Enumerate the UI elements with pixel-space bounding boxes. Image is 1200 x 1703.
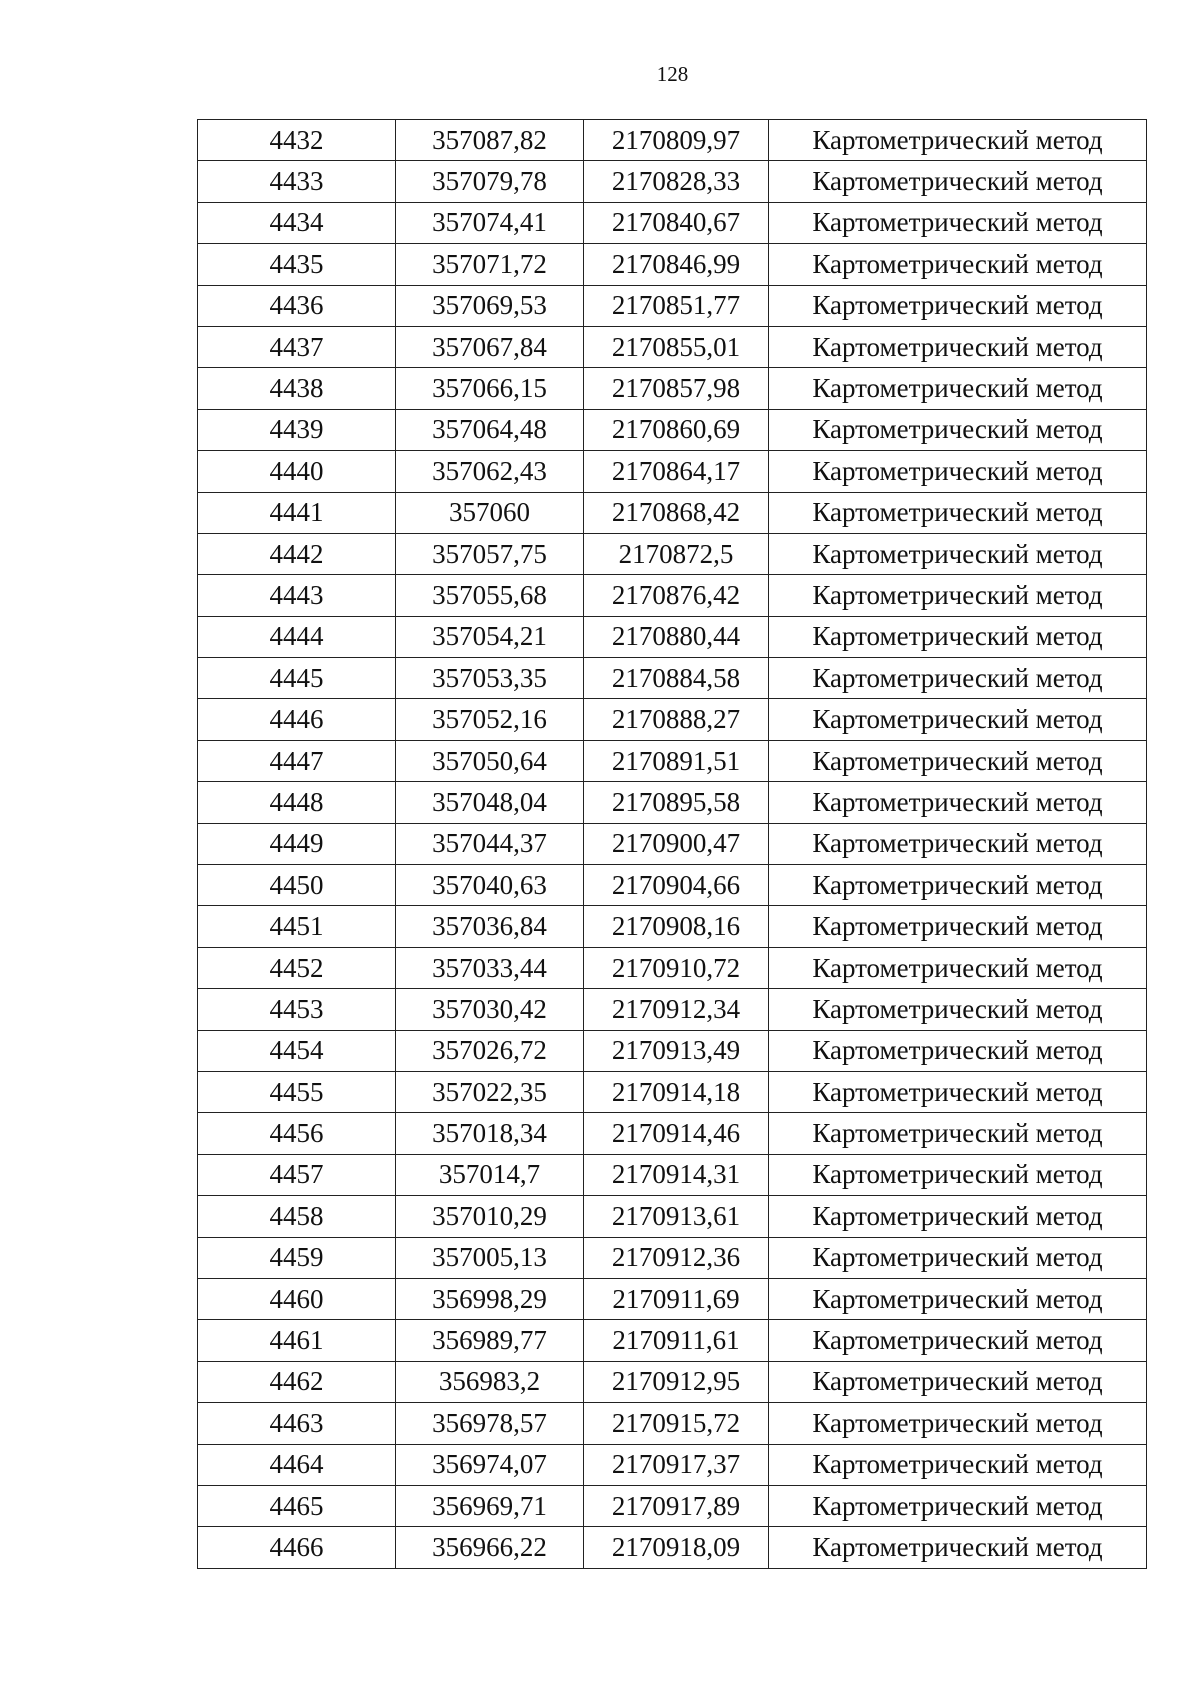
method-cell: Картометрический метод — [769, 1154, 1147, 1195]
point-number-cell: 4459 — [198, 1237, 396, 1278]
x-coordinate-cell: 356974,07 — [396, 1444, 584, 1485]
table-row — [198, 989, 1147, 1030]
method-cell: Картометрический метод — [769, 1527, 1147, 1568]
x-coordinate-cell: 357026,72 — [396, 1030, 584, 1071]
y-coordinate-cell: 2170913,49 — [584, 1030, 769, 1071]
x-coordinate-cell: 357079,78 — [396, 161, 584, 202]
x-coordinate-cell: 357069,53 — [396, 285, 584, 326]
table-row — [198, 1071, 1147, 1112]
y-coordinate-cell: 2170918,09 — [584, 1527, 769, 1568]
y-coordinate-cell: 2170880,44 — [584, 616, 769, 657]
method-cell: Картометрический метод — [769, 1278, 1147, 1319]
y-coordinate-cell: 2170908,16 — [584, 906, 769, 947]
table-row — [198, 161, 1147, 202]
table-row — [198, 865, 1147, 906]
x-coordinate-cell: 357040,63 — [396, 865, 584, 906]
x-coordinate-cell: 357067,84 — [396, 326, 584, 367]
table-row — [198, 575, 1147, 616]
point-number-cell: 4434 — [198, 202, 396, 243]
point-number-cell: 4441 — [198, 492, 396, 533]
coordinates-table — [197, 119, 1147, 1569]
table-row — [198, 409, 1147, 450]
y-coordinate-cell: 2170912,34 — [584, 989, 769, 1030]
method-cell: Картометрический метод — [769, 451, 1147, 492]
point-number-cell: 4439 — [198, 409, 396, 450]
point-number-cell: 4452 — [198, 947, 396, 988]
table-row — [198, 823, 1147, 864]
method-cell: Картометрический метод — [769, 533, 1147, 574]
table-row — [198, 492, 1147, 533]
table-row — [198, 616, 1147, 657]
x-coordinate-cell: 357033,44 — [396, 947, 584, 988]
x-coordinate-cell: 356978,57 — [396, 1403, 584, 1444]
method-cell: Картометрический метод — [769, 409, 1147, 450]
x-coordinate-cell: 357014,7 — [396, 1154, 584, 1195]
y-coordinate-cell: 2170915,72 — [584, 1403, 769, 1444]
x-coordinate-cell: 356989,77 — [396, 1320, 584, 1361]
method-cell: Картометрический метод — [769, 368, 1147, 409]
method-cell: Картометрический метод — [769, 492, 1147, 533]
point-number-cell: 4440 — [198, 451, 396, 492]
method-cell: Картометрический метод — [769, 865, 1147, 906]
x-coordinate-cell: 357048,04 — [396, 782, 584, 823]
y-coordinate-cell: 2170900,47 — [584, 823, 769, 864]
point-number-cell: 4456 — [198, 1113, 396, 1154]
point-number-cell: 4453 — [198, 989, 396, 1030]
x-coordinate-cell: 357018,34 — [396, 1113, 584, 1154]
method-cell: Картометрический метод — [769, 1237, 1147, 1278]
table-row — [198, 1196, 1147, 1237]
x-coordinate-cell: 356983,2 — [396, 1361, 584, 1402]
point-number-cell: 4457 — [198, 1154, 396, 1195]
x-coordinate-cell: 357064,48 — [396, 409, 584, 450]
point-number-cell: 4435 — [198, 244, 396, 285]
point-number-cell: 4455 — [198, 1071, 396, 1112]
table-row — [198, 1320, 1147, 1361]
x-coordinate-cell: 357074,41 — [396, 202, 584, 243]
method-cell: Картометрический метод — [769, 326, 1147, 367]
method-cell: Картометрический метод — [769, 1071, 1147, 1112]
x-coordinate-cell: 356998,29 — [396, 1278, 584, 1319]
method-cell: Картометрический метод — [769, 575, 1147, 616]
y-coordinate-cell: 2170851,77 — [584, 285, 769, 326]
table-row — [198, 1154, 1147, 1195]
table-row — [198, 1527, 1147, 1568]
point-number-cell: 4465 — [198, 1485, 396, 1526]
method-cell: Картометрический метод — [769, 1444, 1147, 1485]
method-cell: Картометрический метод — [769, 285, 1147, 326]
y-coordinate-cell: 2170888,27 — [584, 699, 769, 740]
y-coordinate-cell: 2170895,58 — [584, 782, 769, 823]
table-row — [198, 947, 1147, 988]
x-coordinate-cell: 357054,21 — [396, 616, 584, 657]
point-number-cell: 4458 — [198, 1196, 396, 1237]
point-number-cell: 4462 — [198, 1361, 396, 1402]
method-cell: Картометрический метод — [769, 244, 1147, 285]
table-row — [198, 1113, 1147, 1154]
table-row — [198, 740, 1147, 781]
y-coordinate-cell: 2170904,66 — [584, 865, 769, 906]
x-coordinate-cell: 357060 — [396, 492, 584, 533]
table-row — [198, 699, 1147, 740]
table-row — [198, 1444, 1147, 1485]
point-number-cell: 4448 — [198, 782, 396, 823]
method-cell: Картометрический метод — [769, 823, 1147, 864]
point-number-cell: 4450 — [198, 865, 396, 906]
y-coordinate-cell: 2170864,17 — [584, 451, 769, 492]
point-number-cell: 4464 — [198, 1444, 396, 1485]
y-coordinate-cell: 2170917,37 — [584, 1444, 769, 1485]
method-cell: Картометрический метод — [769, 1485, 1147, 1526]
method-cell: Картометрический метод — [769, 1196, 1147, 1237]
point-number-cell: 4454 — [198, 1030, 396, 1071]
point-number-cell: 4466 — [198, 1527, 396, 1568]
table-row — [198, 1030, 1147, 1071]
table-row — [198, 1278, 1147, 1319]
method-cell: Картометрический метод — [769, 906, 1147, 947]
x-coordinate-cell: 357066,15 — [396, 368, 584, 409]
table-row — [198, 1361, 1147, 1402]
table-row — [198, 906, 1147, 947]
point-number-cell: 4442 — [198, 533, 396, 574]
table-row — [198, 451, 1147, 492]
y-coordinate-cell: 2170884,58 — [584, 658, 769, 699]
x-coordinate-cell: 357050,64 — [396, 740, 584, 781]
point-number-cell: 4449 — [198, 823, 396, 864]
table-row — [198, 782, 1147, 823]
x-coordinate-cell: 357071,72 — [396, 244, 584, 285]
x-coordinate-cell: 357053,35 — [396, 658, 584, 699]
x-coordinate-cell: 357022,35 — [396, 1071, 584, 1112]
y-coordinate-cell: 2170840,67 — [584, 202, 769, 243]
method-cell: Картометрический метод — [769, 1113, 1147, 1154]
method-cell: Картометрический метод — [769, 782, 1147, 823]
x-coordinate-cell: 357087,82 — [396, 120, 584, 161]
y-coordinate-cell: 2170911,69 — [584, 1278, 769, 1319]
table-row — [198, 1403, 1147, 1444]
y-coordinate-cell: 2170917,89 — [584, 1485, 769, 1526]
table-row — [198, 120, 1147, 161]
point-number-cell: 4437 — [198, 326, 396, 367]
x-coordinate-cell: 356966,22 — [396, 1527, 584, 1568]
method-cell: Картометрический метод — [769, 202, 1147, 243]
point-number-cell: 4436 — [198, 285, 396, 326]
point-number-cell: 4460 — [198, 1278, 396, 1319]
point-number-cell: 4438 — [198, 368, 396, 409]
y-coordinate-cell: 2170857,98 — [584, 368, 769, 409]
method-cell: Картометрический метод — [769, 658, 1147, 699]
method-cell: Картометрический метод — [769, 1403, 1147, 1444]
x-coordinate-cell: 357044,37 — [396, 823, 584, 864]
x-coordinate-cell: 357036,84 — [396, 906, 584, 947]
table-row — [198, 326, 1147, 367]
y-coordinate-cell: 2170876,42 — [584, 575, 769, 616]
table-row — [198, 658, 1147, 699]
y-coordinate-cell: 2170914,46 — [584, 1113, 769, 1154]
table-row — [198, 368, 1147, 409]
y-coordinate-cell: 2170912,36 — [584, 1237, 769, 1278]
point-number-cell: 4463 — [198, 1403, 396, 1444]
page-number: 128 — [656, 62, 689, 86]
method-cell: Картометрический метод — [769, 1030, 1147, 1071]
y-coordinate-cell: 2170910,72 — [584, 947, 769, 988]
x-coordinate-cell: 357057,75 — [396, 533, 584, 574]
table-row — [198, 244, 1147, 285]
method-cell: Картометрический метод — [769, 699, 1147, 740]
x-coordinate-cell: 357010,29 — [396, 1196, 584, 1237]
y-coordinate-cell: 2170846,99 — [584, 244, 769, 285]
y-coordinate-cell: 2170855,01 — [584, 326, 769, 367]
table-row — [198, 285, 1147, 326]
x-coordinate-cell: 357055,68 — [396, 575, 584, 616]
point-number-cell: 4443 — [198, 575, 396, 616]
y-coordinate-cell: 2170914,18 — [584, 1071, 769, 1112]
point-number-cell: 4461 — [198, 1320, 396, 1361]
y-coordinate-cell: 2170828,33 — [584, 161, 769, 202]
point-number-cell: 4432 — [198, 120, 396, 161]
table-row — [198, 533, 1147, 574]
x-coordinate-cell: 356969,71 — [396, 1485, 584, 1526]
method-cell: Картометрический метод — [769, 1320, 1147, 1361]
x-coordinate-cell: 357052,16 — [396, 699, 584, 740]
x-coordinate-cell: 357062,43 — [396, 451, 584, 492]
y-coordinate-cell: 2170913,61 — [584, 1196, 769, 1237]
point-number-cell: 4444 — [198, 616, 396, 657]
point-number-cell: 4451 — [198, 906, 396, 947]
y-coordinate-cell: 2170868,42 — [584, 492, 769, 533]
method-cell: Картометрический метод — [769, 989, 1147, 1030]
method-cell: Картометрический метод — [769, 120, 1147, 161]
point-number-cell: 4447 — [198, 740, 396, 781]
table-row — [198, 202, 1147, 243]
y-coordinate-cell: 2170912,95 — [584, 1361, 769, 1402]
method-cell: Картометрический метод — [769, 947, 1147, 988]
method-cell: Картометрический метод — [769, 1361, 1147, 1402]
method-cell: Картометрический метод — [769, 161, 1147, 202]
y-coordinate-cell: 2170911,61 — [584, 1320, 769, 1361]
y-coordinate-cell: 2170860,69 — [584, 409, 769, 450]
table-row — [198, 1485, 1147, 1526]
table-row — [198, 1237, 1147, 1278]
point-number-cell: 4446 — [198, 699, 396, 740]
y-coordinate-cell: 2170891,51 — [584, 740, 769, 781]
method-cell: Картометрический метод — [769, 740, 1147, 781]
table-body — [198, 120, 1147, 1569]
x-coordinate-cell: 357005,13 — [396, 1237, 584, 1278]
x-coordinate-cell: 357030,42 — [396, 989, 584, 1030]
y-coordinate-cell: 2170809,97 — [584, 120, 769, 161]
point-number-cell: 4433 — [198, 161, 396, 202]
method-cell: Картометрический метод — [769, 616, 1147, 657]
y-coordinate-cell: 2170914,31 — [584, 1154, 769, 1195]
y-coordinate-cell: 2170872,5 — [584, 533, 769, 574]
point-number-cell: 4445 — [198, 658, 396, 699]
